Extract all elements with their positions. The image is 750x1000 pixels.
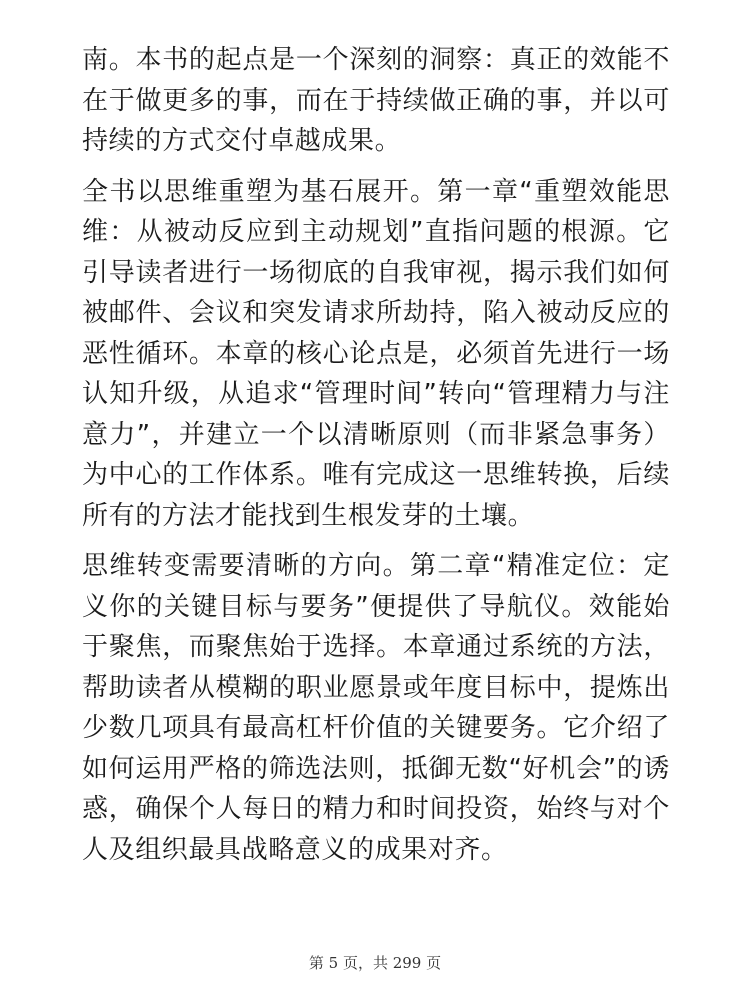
page-body: [82, 40, 670, 880]
paragraph-2: 全书以思维重塑为基石展开。第一章“重塑效能思维：从被动反应到主动规划”直指问题的根源。它引导读者进行一场彻底的自我审视，揭示我们如何被邮件、会议和突发请求所劫持，陷入被动反应的恶性循环。本章的核心论点是，必须首先进行一场认知升级，从追求“管理时间”转向“管理精力与注意力”，并建立一个以清晰原则（而非紧急事务）为中心的工作体系。唯有完成这一思维转换，后续所有的方法才能找到生根发芽的土壤。: [82, 176, 670, 531]
page-number: 第 5 页，共 299 页: [308, 954, 442, 972]
paragraph-1: 南。本书的起点是一个深刻的洞察：真正的效能不在于做更多的事，而在于持续做正确的事，并以可持续的方式交付卓越成果。: [82, 45, 670, 156]
paragraph-3: 思维转变需要清晰的方向。第二章“精准定位：定义你的关键目标与要务”便提供了导航仪。效能始于聚焦，而聚焦始于选择。本章通过系统的方法，帮助读者从模糊的职业愿景或年度目标中，提炼出少数几项具有最高杠杆价值的关键要务。它介绍了如何运用严格的筛选法则，抵御无数“好机会”的诱惑，确保个人每日的精力和时间投资，始终与对个人及组织最具战略意义的成果对齐。: [82, 551, 670, 865]
